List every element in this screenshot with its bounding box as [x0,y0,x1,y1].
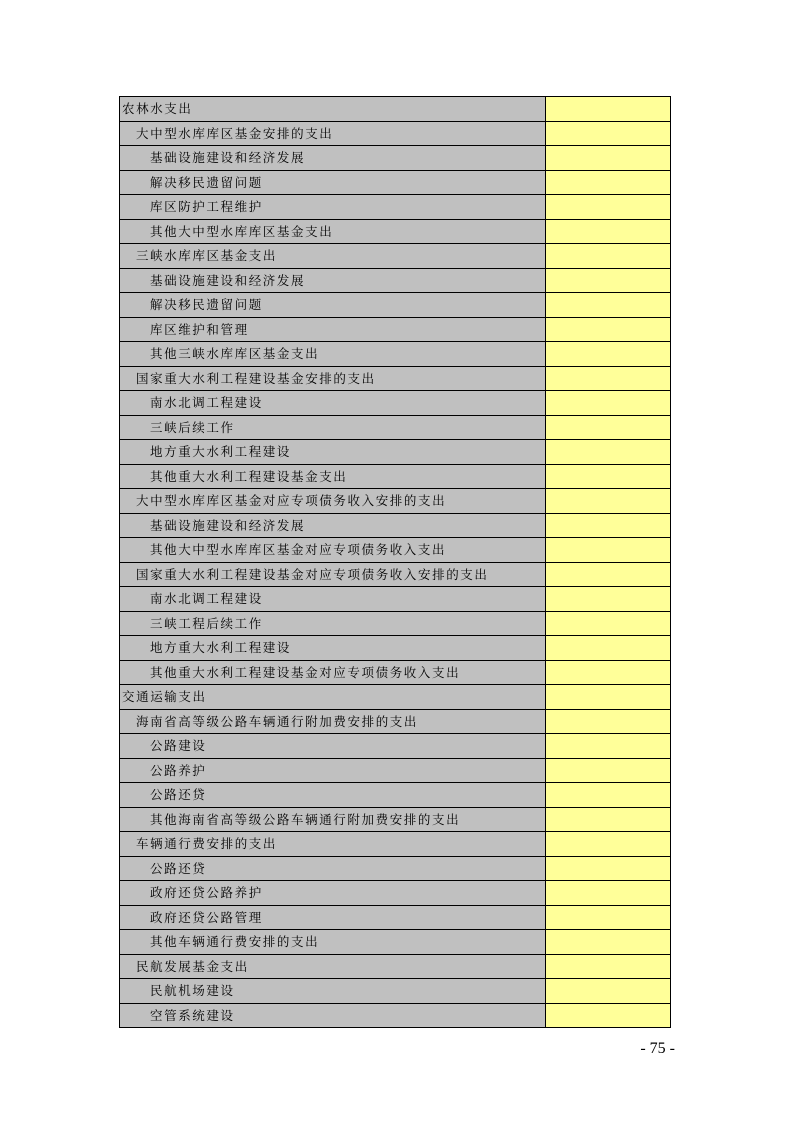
table-row [120,146,671,171]
row-value-cell[interactable] [546,195,671,220]
row-label: 库区维护和管理 [120,317,546,342]
row-value-cell[interactable] [546,366,671,391]
row-value-cell[interactable] [546,121,671,146]
row-label: 公路养护 [120,758,546,783]
table-row [120,660,671,685]
table-row [120,783,671,808]
row-label: 国家重大水利工程建设基金安排的支出 [120,366,546,391]
row-value-cell[interactable] [546,905,671,930]
row-label: 其他车辆通行费安排的支出 [120,930,546,955]
row-label: 基础设施建设和经济发展 [120,268,546,293]
row-label: 基础设施建设和经济发展 [120,513,546,538]
table-row [120,979,671,1004]
table-row [120,807,671,832]
table-row [120,366,671,391]
row-value-cell[interactable] [546,97,671,122]
row-value-cell[interactable] [546,636,671,661]
row-value-cell[interactable] [546,758,671,783]
table-row [120,1003,671,1028]
row-value-cell[interactable] [546,489,671,514]
row-value-cell[interactable] [546,244,671,269]
row-label: 其他重大水利工程建设基金对应专项债务收入支出 [120,660,546,685]
row-value-cell[interactable] [546,709,671,734]
row-value-cell[interactable] [546,660,671,685]
row-label: 基础设施建设和经济发展 [120,146,546,171]
table-row [120,856,671,881]
row-value-cell[interactable] [546,856,671,881]
table-row [120,219,671,244]
budget-table [119,96,671,1028]
row-label: 国家重大水利工程建设基金对应专项债务收入安排的支出 [120,562,546,587]
table-row [120,538,671,563]
row-value-cell[interactable] [546,783,671,808]
table-row [120,930,671,955]
row-label: 地方重大水利工程建设 [120,636,546,661]
row-label: 公路建设 [120,734,546,759]
row-value-cell[interactable] [546,538,671,563]
row-value-cell[interactable] [546,170,671,195]
budget-table-body [120,97,671,1028]
row-label: 库区防护工程维护 [120,195,546,220]
table-row [120,905,671,930]
table-row [120,195,671,220]
row-label: 大中型水库库区基金安排的支出 [120,121,546,146]
row-value-cell[interactable] [546,415,671,440]
row-label: 三峡水库库区基金支出 [120,244,546,269]
row-label: 农林水支出 [120,97,546,122]
row-label: 车辆通行费安排的支出 [120,832,546,857]
table-row [120,342,671,367]
row-label: 其他大中型水库库区基金对应专项债务收入支出 [120,538,546,563]
row-value-cell[interactable] [546,587,671,612]
row-label: 其他大中型水库库区基金支出 [120,219,546,244]
row-value-cell[interactable] [546,1003,671,1028]
row-value-cell[interactable] [546,562,671,587]
row-label: 空管系统建设 [120,1003,546,1028]
row-value-cell[interactable] [546,391,671,416]
row-label: 解决移民遗留问题 [120,293,546,318]
row-label: 南水北调工程建设 [120,391,546,416]
row-value-cell[interactable] [546,440,671,465]
row-label: 三峡后续工作 [120,415,546,440]
row-value-cell[interactable] [546,342,671,367]
table-row [120,121,671,146]
table-row [120,954,671,979]
row-value-cell[interactable] [546,219,671,244]
row-value-cell[interactable] [546,832,671,857]
row-label: 政府还贷公路养护 [120,881,546,906]
row-value-cell[interactable] [546,930,671,955]
row-value-cell[interactable] [546,611,671,636]
table-row [120,734,671,759]
row-label: 大中型水库库区基金对应专项债务收入安排的支出 [120,489,546,514]
table-row [120,415,671,440]
row-value-cell[interactable] [546,734,671,759]
row-label: 其他海南省高等级公路车辆通行附加费安排的支出 [120,807,546,832]
table-row [120,758,671,783]
table-row [120,685,671,710]
row-label: 民航发展基金支出 [120,954,546,979]
row-value-cell[interactable] [546,881,671,906]
table-row [120,611,671,636]
table-row [120,832,671,857]
row-label: 公路还贷 [120,856,546,881]
row-label: 南水北调工程建设 [120,587,546,612]
table-row [120,170,671,195]
table-row [120,317,671,342]
row-value-cell[interactable] [546,464,671,489]
row-label: 地方重大水利工程建设 [120,440,546,465]
row-value-cell[interactable] [546,268,671,293]
row-value-cell[interactable] [546,807,671,832]
row-label: 政府还贷公路管理 [120,905,546,930]
row-label: 交通运输支出 [120,685,546,710]
row-label: 海南省高等级公路车辆通行附加费安排的支出 [120,709,546,734]
table-row [120,97,671,122]
table-row [120,391,671,416]
row-label: 三峡工程后续工作 [120,611,546,636]
row-label: 民航机场建设 [120,979,546,1004]
table-row [120,464,671,489]
table-row [120,268,671,293]
row-value-cell[interactable] [546,146,671,171]
table-row [120,293,671,318]
row-value-cell[interactable] [546,317,671,342]
table-row [120,244,671,269]
row-label: 其他三峡水库库区基金支出 [120,342,546,367]
row-value-cell[interactable] [546,293,671,318]
row-value-cell[interactable] [546,979,671,1004]
table-row [120,709,671,734]
row-label: 解决移民遗留问题 [120,170,546,195]
row-value-cell[interactable] [546,513,671,538]
row-value-cell[interactable] [546,685,671,710]
table-row [120,587,671,612]
table-row [120,562,671,587]
table-row [120,513,671,538]
table-row [120,440,671,465]
row-label: 公路还贷 [120,783,546,808]
row-value-cell[interactable] [546,954,671,979]
row-label: 其他重大水利工程建设基金支出 [120,464,546,489]
page-number: - 75 - [640,1040,675,1057]
table-row [120,489,671,514]
table-row [120,881,671,906]
table-row [120,636,671,661]
